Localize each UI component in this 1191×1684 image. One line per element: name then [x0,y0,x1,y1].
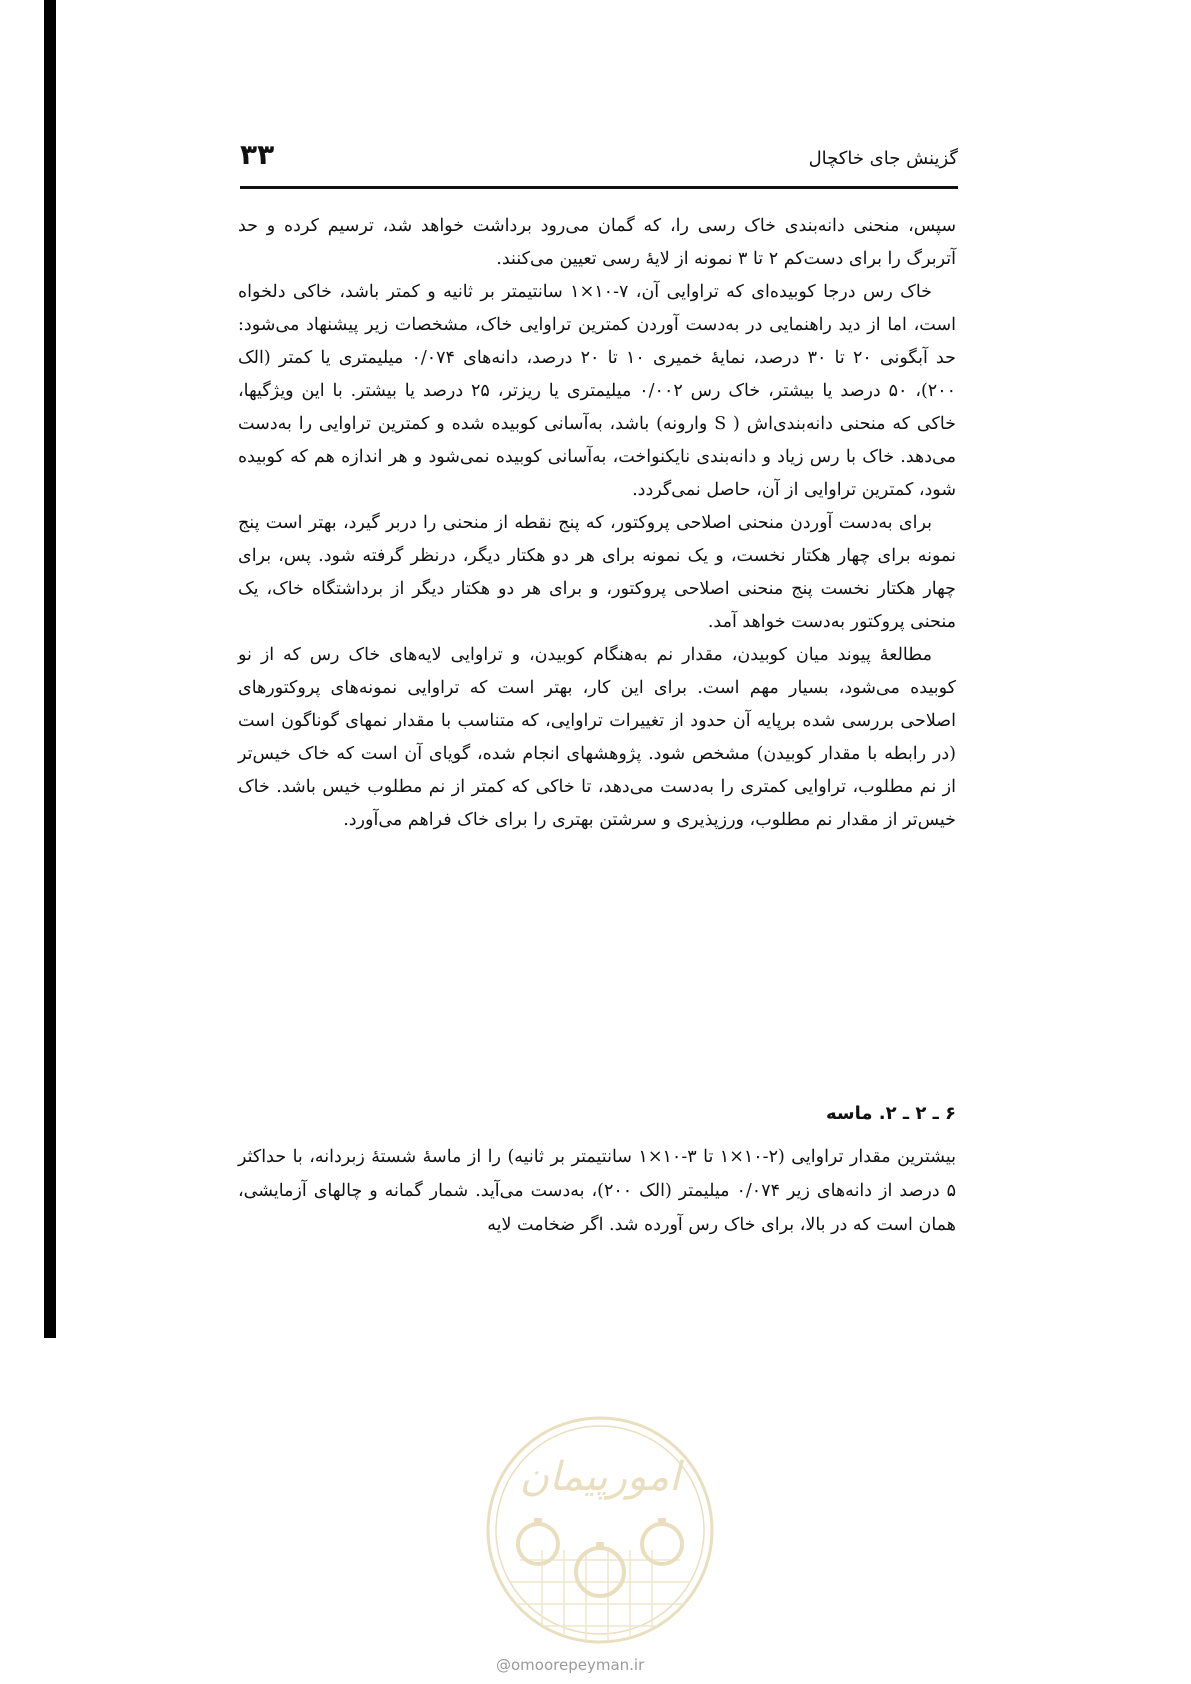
body-text [238,210,956,837]
binding-edge [44,0,56,1338]
running-title: گزینش جای خاکچال [808,148,958,169]
paragraph-1: سپس، منحنی دانه‌بندی خاک رسی را، که گمان می‌رود برداشت خواهد شد، ترسیم کرده و حد آتربرگ را برای دست‌کم ۲ تا ۳ نمونه از لایهٔ رسی تعیین می‌کنند. [238,216,956,269]
watermark-logo-text: امورپیمان [519,1454,681,1500]
paragraph-4: مطالعهٔ پیوند میان کوبیدن، مقدار نم به‌هنگام کوبیدن، و تراوایی لایه‌های خاک رس که از نو کوبیده می‌شود، بسیار مهم است. برای این کار، بهتر است که تراوایی نمونه‌های پروکتورهای اصلاحی بررسی شده برپایه آن حدود از تغییرات تراوایی، که متناسب با مقدار نمهای گوناگون است (در رابطه با مقدار کوبیدن) مشخص شود. پژوهشهای انجام شده، گویای آن است که خاک خیس‌تر از نم مطلوب، تراوایی کمتری را به‌دست می‌دهد، تا خاکی که کمتر از نم مطلوب خیس باشد. خاک خیس‌تر از مقدار نم مطلوب، ورزپذیری و سرشتن بهتری را برای خاک فراهم می‌آورد. [238,645,956,830]
page-header [240,128,958,190]
header-rule [240,186,958,189]
section-heading: ۶ ـ ۲ ـ ۲. ماسه [826,1103,956,1124]
page-number: ۳۳ [240,138,275,171]
paragraph-3: برای به‌دست آوردن منحنی اصلاحی پروکتور، که پنج نقطه از منحنی را دربر گیرد، بهتر است پنج نمونه برای چهار هکتار نخست، و یک نمونه برای هر دو هکتار دیگر، درنظر گرفته شود. پس، برای چهار هکتار نخست پنج منحنی اصلاحی پروکتور، و برای هر دو هکتار دیگر از برداشتگاه خاک، یک منحنی پروکتور به‌دست خواهد آمد. [238,513,956,632]
watermark-logo [480,1410,720,1650]
watermark-url: @omoorepeyman.ir [496,1656,645,1674]
section-paragraph: بیشترین مقدار تراوایی (۲-۱۰×۱ تا ۳-۱۰×۱ سانتیمتر بر ثانیه) را از ماسهٔ شستهٔ زبردانه، با حداکثر ۵ درصد از دانه‌های زیر ۰/۰۷۴ میلیمتر (الک ۲۰۰)، به‌دست می‌آید. شمار گمانه و چالهای آزمایشی، همان است که در بالا، برای خاک رس آورده شد. اگر ضخامت لایه [238,1147,956,1235]
paragraph-2: خاک رس درجا کوبیده‌ای که تراوایی آن، ۷-۱۰×۱ سانتیمتر بر ثانیه و کمتر باشد، خاکی دلخواه است، اما از دید راهنمایی در به‌دست آوردن کمترین تراوایی خاک، مشخصات زیر پیشنهاد می‌شود: حد آبگونی ۲۰ تا ۳۰ درصد، نمایهٔ خمیری ۱۰ تا ۲۰ درصد، دانه‌های ۰/۰۷۴ میلیمتری یا کمتر (الک ۲۰۰)، ۵۰ درصد یا بیشتر، خاک رس ۰/۰۰۲ میلیمتری یا ریزتر، ۲۵ درصد یا بیشتر. با این ویژگیها، خاکی که منحنی دانه‌بندی‌اش ( S وارونه) باشد، به‌آسانی کوبیده شده و کمترین تراوایی را به‌دست می‌دهد. خاک با رس زیاد و دانه‌بندی نایکنواخت، به‌آسانی کوبیده نمی‌شود و هر اندازه هم که کوبیده شود، کمترین تراوایی از آن، حاصل نمی‌گردد. [238,282,956,500]
